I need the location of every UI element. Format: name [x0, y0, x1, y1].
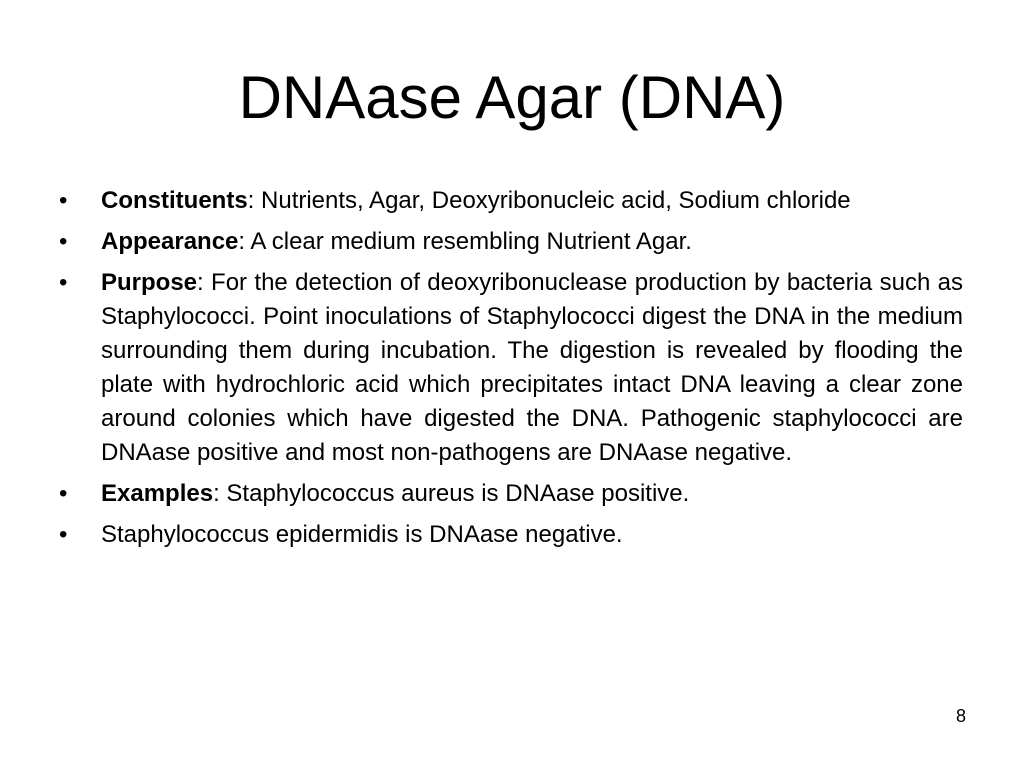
bullet-text: : A clear medium resembling Nutrient Agar.: [238, 228, 692, 255]
bullet-term: Examples: [101, 480, 214, 507]
bullet-list: [55, 184, 963, 559]
bullet-icon: •: [59, 269, 68, 296]
bullet-term: Purpose: [101, 269, 198, 296]
bullet-text: : Staphylococcus aureus is DNAase positive.: [213, 480, 690, 507]
bullet-item-purpose: [55, 266, 963, 470]
bullet-item-constituents: [55, 184, 963, 218]
bullet-term: Constituents: [101, 187, 248, 214]
bullet-item-appearance: [55, 225, 963, 259]
bullet-term: Appearance: [101, 228, 239, 255]
page-number: 8: [955, 706, 966, 726]
bullet-item-examples: [55, 477, 963, 511]
bullet-icon: •: [59, 521, 68, 548]
bullet-icon: •: [59, 480, 68, 507]
bullet-text: : Nutrients, Agar, Deoxyribonucleic acid, Sodium chloride: [247, 187, 851, 214]
bullet-text: Staphylococcus epidermidis is DNAase negative.: [101, 521, 623, 548]
slide-title: DNAase Agar (DNA): [238, 64, 786, 131]
bullet-icon: •: [59, 228, 68, 255]
bullet-text: : For the detection of deoxyribonuclease production by bacteria such as Staphylococci. Point inoculations of Staphylococci digest the DNA in the medium surrounding them during incubation. The digestion is revealed by flooding the plate with hydrochloric acid which precipitates intact DNA leaving a clear zone around colonies which have digested the DNA. Pathogenic staphylococci are DNAase positive and most non-pathogens are DNAase negative.: [101, 269, 963, 466]
bullet-item-epidermidis: [55, 518, 963, 552]
bullet-icon: •: [59, 187, 68, 214]
